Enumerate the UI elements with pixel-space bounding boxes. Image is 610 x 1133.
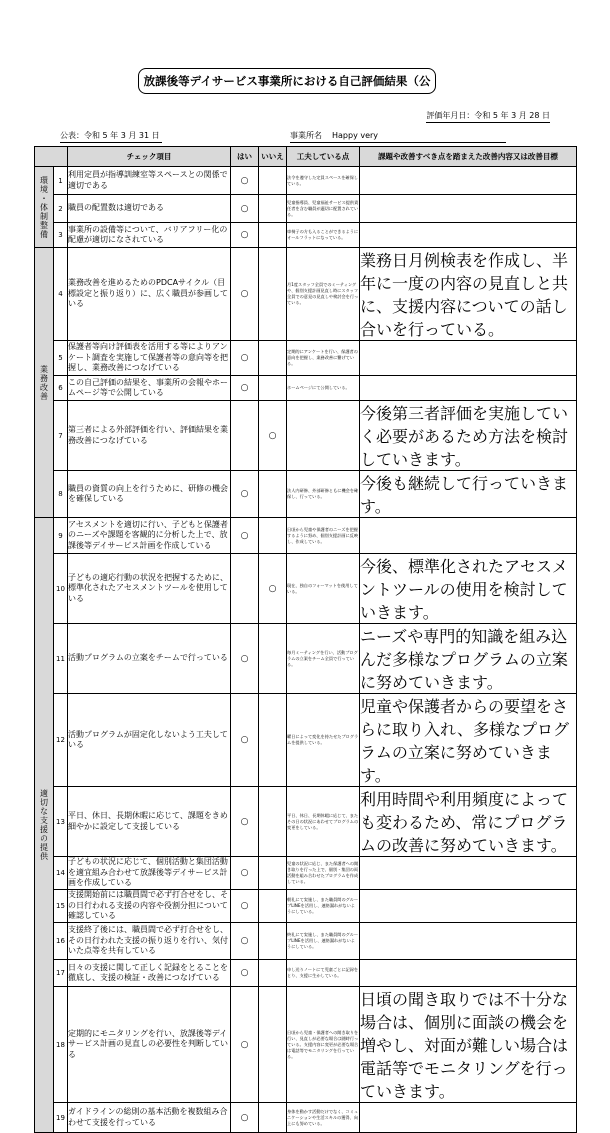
kufu-text: 日頃から児童・保護者への聞き取りを行い、見直しが必要な場合は随時行っている。支援内容に変更が必要な場合は電話等でモニタリングを行っている。 xyxy=(287,987,360,1103)
yes-mark: ○ xyxy=(231,960,259,987)
improve-text xyxy=(360,195,577,223)
yes-mark xyxy=(231,401,259,471)
row-number: 15 xyxy=(54,890,68,923)
no-mark xyxy=(259,167,287,195)
table-row xyxy=(35,518,577,554)
check-item: 日々の支援に関して正しく記録をとることを徹底し、支援の検証・改善につなげている xyxy=(68,960,231,987)
check-item: 子どもの適応行動の状況を把握するために、標準化されたアセスメントツールを使用している xyxy=(68,554,231,624)
evaluation-date xyxy=(426,110,550,121)
check-item: 子どもの状況に応じて、個別活動と集団活動を適宜組み合わせて放課後等デイサービス計画を作成している xyxy=(68,857,231,890)
facility-name: Happy very xyxy=(332,131,379,140)
row-number: 12 xyxy=(54,694,68,787)
yes-mark: ○ xyxy=(231,341,259,376)
yes-mark: ○ xyxy=(231,987,259,1103)
yes-mark: ○ xyxy=(231,223,259,248)
kufu-text: 曜日によって変化を持たせたプログラムを提供している。 xyxy=(287,694,360,787)
yes-mark xyxy=(231,554,259,624)
check-item: この自己評価の結果を、事業所の会報やホームページ等で公開している xyxy=(68,376,231,401)
row-number: 13 xyxy=(54,787,68,857)
kufu-text: 毎月ミーティングを行い、活動プログラムの立案をチーム全員で行っている。 xyxy=(287,624,360,694)
kufu-text: 終礼にて実施し、また職員間のグループLINEを活用し、連絡漏れがないようにしている。 xyxy=(287,923,360,960)
improve-text xyxy=(360,857,577,890)
no-mark xyxy=(259,890,287,923)
evaluation-date-text: 評価年月日：令和 5 年 3 月 28 日 xyxy=(426,111,550,120)
table-row xyxy=(35,341,577,376)
improve-text xyxy=(360,923,577,960)
header-blank xyxy=(35,147,68,167)
row-number: 1 xyxy=(54,167,68,195)
kufu-text: ホームページにて公開している。 xyxy=(287,376,360,401)
facility-name-field xyxy=(290,130,506,143)
kufu-text: 定期的にアンケートを行い、保護者の意向を把握し、業務改善に繋げている。 xyxy=(287,341,360,376)
check-item: 第三者による外部評価を行い、評価結果を業務改善につなげている xyxy=(68,401,231,471)
row-number: 10 xyxy=(54,554,68,624)
yes-mark: ○ xyxy=(231,890,259,923)
publication-date: 公表：令和 5 年 3 月 31 日 xyxy=(60,130,162,143)
check-item: 活動プログラムが固定化しないよう工夫している xyxy=(68,694,231,787)
table-row xyxy=(35,248,577,341)
improve-text: 業務日月例検表を作成し、半年に一度の内容の見直しと共に、支援内容についての話し合いを行っている。 xyxy=(360,248,577,341)
check-item: 保護者等向け評価表を活用する等によりアンケート調査を実施して保護者等の意向等を把握し、業務改善につなげている xyxy=(68,341,231,376)
yes-mark: ○ xyxy=(231,471,259,518)
header-yes: はい xyxy=(231,147,259,167)
table-row xyxy=(35,857,577,890)
no-mark xyxy=(259,857,287,890)
kufu-text xyxy=(287,401,360,471)
improve-text xyxy=(360,167,577,195)
table-row xyxy=(35,167,577,195)
row-number: 5 xyxy=(54,341,68,376)
table-row xyxy=(35,554,577,624)
improve-text: 児童や保護者からの要望をさらに取り入れ、多様なプログラムの立案に努めていきます。 xyxy=(360,694,577,787)
no-mark xyxy=(259,341,287,376)
row-number: 18 xyxy=(54,987,68,1103)
header-kufu: 工夫している点 xyxy=(287,147,360,167)
check-item: アセスメントを適切に行い、子どもと保護者のニーズや課題を客観的に分析した上で、放課後等デイサービス計画を作成している xyxy=(68,518,231,554)
no-mark xyxy=(259,518,287,554)
header-item: チェック項目 xyxy=(68,147,231,167)
table-row xyxy=(35,223,577,248)
table-row xyxy=(35,624,577,694)
row-number: 9 xyxy=(54,518,68,554)
no-mark xyxy=(259,960,287,987)
kufu-text: 児童指導員、児童福祉サービス提供責任者を含む職員が適切に配置されている。 xyxy=(287,195,360,223)
yes-mark: ○ xyxy=(231,248,259,341)
kufu-text: 法人内研修、外部研修ともに機会を確保し、行っている。 xyxy=(287,471,360,518)
improve-text: 日頃の聞き取りでは不十分な場合は、個別に面談の機会を増やし、対面が難しい場合は電話等でモニタリングを行っていきます。 xyxy=(360,987,577,1103)
table-row xyxy=(35,376,577,401)
check-item: 支援終了後には、職員間で必ず打合せをし、その日行われた支援の振り返りを行い、気付いた点等を共有している xyxy=(68,923,231,960)
kufu-text: 児童の状況に応じ、また保護者への聞き取りを行った上で、個別・集団の両活動を組み合わせたプログラムを作成している。 xyxy=(287,857,360,890)
yes-mark: ○ xyxy=(231,624,259,694)
no-mark xyxy=(259,987,287,1103)
table-row xyxy=(35,960,577,987)
kufu-text: 法令を遵守した定員スペースを確保している。 xyxy=(287,167,360,195)
yes-mark: ○ xyxy=(231,518,259,554)
yes-mark: ○ xyxy=(231,923,259,960)
category-support: 適切な支援の提供 xyxy=(35,518,54,1133)
yes-mark: ○ xyxy=(231,787,259,857)
check-item: 事業所の設備等について、バリアフリー化の配慮が適切になされている xyxy=(68,223,231,248)
improve-text xyxy=(360,960,577,987)
improve-text: ニーズや専門的知識を組み込んだ多様なプログラムの立案に努めていきます。 xyxy=(360,624,577,694)
table-row xyxy=(35,987,577,1103)
header-improve: 課題や改善すべき点を踏まえた改善内容又は改善目標 xyxy=(360,147,577,167)
improve-text xyxy=(360,518,577,554)
no-mark xyxy=(259,248,287,341)
row-number: 17 xyxy=(54,960,68,987)
no-mark xyxy=(259,471,287,518)
improve-text: 利用時間や利用頻度によっても変わるため、常にプログラムの改善に努めていきます。 xyxy=(360,787,577,857)
check-item: 支援開始前には職員間で必ず打合せをし、その日行われる支援の内容や役割分担について確認している xyxy=(68,890,231,923)
check-item: 職員の資質の向上を行うために、研修の機会を確保している xyxy=(68,471,231,518)
category-biz: 業務改善 xyxy=(35,248,54,518)
no-mark xyxy=(259,376,287,401)
improve-text: 今後も継続して行っていきます。 xyxy=(360,471,577,518)
facility-label: 事業所名 xyxy=(290,131,322,140)
row-number: 14 xyxy=(54,857,68,890)
table-row xyxy=(35,787,577,857)
row-number: 6 xyxy=(54,376,68,401)
improve-text: 今後第三者評価を実施していく必要があるため方法を検討していきます。 xyxy=(360,401,577,471)
table-header-row xyxy=(35,147,577,167)
row-number: 11 xyxy=(54,624,68,694)
yes-mark: ○ xyxy=(231,1103,259,1133)
kufu-text: 朝礼にて実施し、また職員間のグループLINEを活用し、連絡漏れがないようにしている。 xyxy=(287,890,360,923)
table-row xyxy=(35,1103,577,1133)
row-number: 8 xyxy=(54,471,68,518)
improve-text xyxy=(360,376,577,401)
yes-mark: ○ xyxy=(231,376,259,401)
table-row xyxy=(35,923,577,960)
page-title: 放課後等デイサービス事業所における自己評価結果（公 xyxy=(138,68,436,94)
check-item: 定期的にモニタリングを行い、放課後等デイサービス計画の見直しの必要性を判断している xyxy=(68,987,231,1103)
row-number: 16 xyxy=(54,923,68,960)
row-number: 19 xyxy=(54,1103,68,1133)
no-mark: ○ xyxy=(259,401,287,471)
header-no: いいえ xyxy=(259,147,287,167)
no-mark xyxy=(259,195,287,223)
kufu-text: 月1度スタッフ全員でのミーティングや、個別支援計画見直し時にスタッフ全員での意見の見直しや検討会を行っている。 xyxy=(287,248,360,341)
kufu-text: 現在、独自のフォーマットを使用している。 xyxy=(287,554,360,624)
check-item: ガイドラインの総則の基本活動を複数組み合わせて支援を行っている xyxy=(68,1103,231,1133)
check-item: 平日、休日、長期休暇に応じて、課題をきめ細やかに設定して支援している xyxy=(68,787,231,857)
row-number: 3 xyxy=(54,223,68,248)
check-item: 職員の配置数は適切である xyxy=(68,195,231,223)
check-item: 利用定員が指導訓練室等スペースとの関係で適切である xyxy=(68,167,231,195)
no-mark: ○ xyxy=(259,554,287,624)
improve-text xyxy=(360,1103,577,1133)
no-mark xyxy=(259,1103,287,1133)
kufu-text: 申し送りノートにて児童ごとに記録をとり、支援に生かしている。 xyxy=(287,960,360,987)
check-item: 業務改善を進めるためのPDCAサイクル（目標設定と振り返り）に、広く職員が参画している xyxy=(68,248,231,341)
row-number: 2 xyxy=(54,195,68,223)
kufu-text: 身体を動かす活動だけでなく、コミュニケーションや生活スキルの獲得、向上にも努めている。 xyxy=(287,1103,360,1133)
kufu-text: 日頃から児童や保護者のニーズを把握するように努め、個別支援計画に反映し、作成している。 xyxy=(287,518,360,554)
row-number: 4 xyxy=(54,248,68,341)
table-row xyxy=(35,694,577,787)
no-mark xyxy=(259,223,287,248)
yes-mark: ○ xyxy=(231,694,259,787)
improve-text xyxy=(360,341,577,376)
row-number: 7 xyxy=(54,401,68,471)
table-row xyxy=(35,890,577,923)
kufu-text: 車椅子の方も入ることができるようにオールフラットになっている。 xyxy=(287,223,360,248)
yes-mark: ○ xyxy=(231,195,259,223)
kufu-text: 平日、休日、長期休暇に応じて、またその日の状況にあわせてプログラムの変更をしている。 xyxy=(287,787,360,857)
check-item: 活動プログラムの立案をチームで行っている xyxy=(68,624,231,694)
no-mark xyxy=(259,624,287,694)
table-row xyxy=(35,471,577,518)
evaluation-table xyxy=(34,146,577,1133)
improve-text xyxy=(360,890,577,923)
yes-mark: ○ xyxy=(231,857,259,890)
improve-text: 今後、標準化されたアセスメントツールの使用を検討していきます。 xyxy=(360,554,577,624)
no-mark xyxy=(259,787,287,857)
improve-text xyxy=(360,223,577,248)
table-row xyxy=(35,195,577,223)
no-mark xyxy=(259,923,287,960)
no-mark xyxy=(259,694,287,787)
yes-mark: ○ xyxy=(231,167,259,195)
category-env: 環境・体制整備 xyxy=(35,167,54,248)
table-row xyxy=(35,401,577,471)
